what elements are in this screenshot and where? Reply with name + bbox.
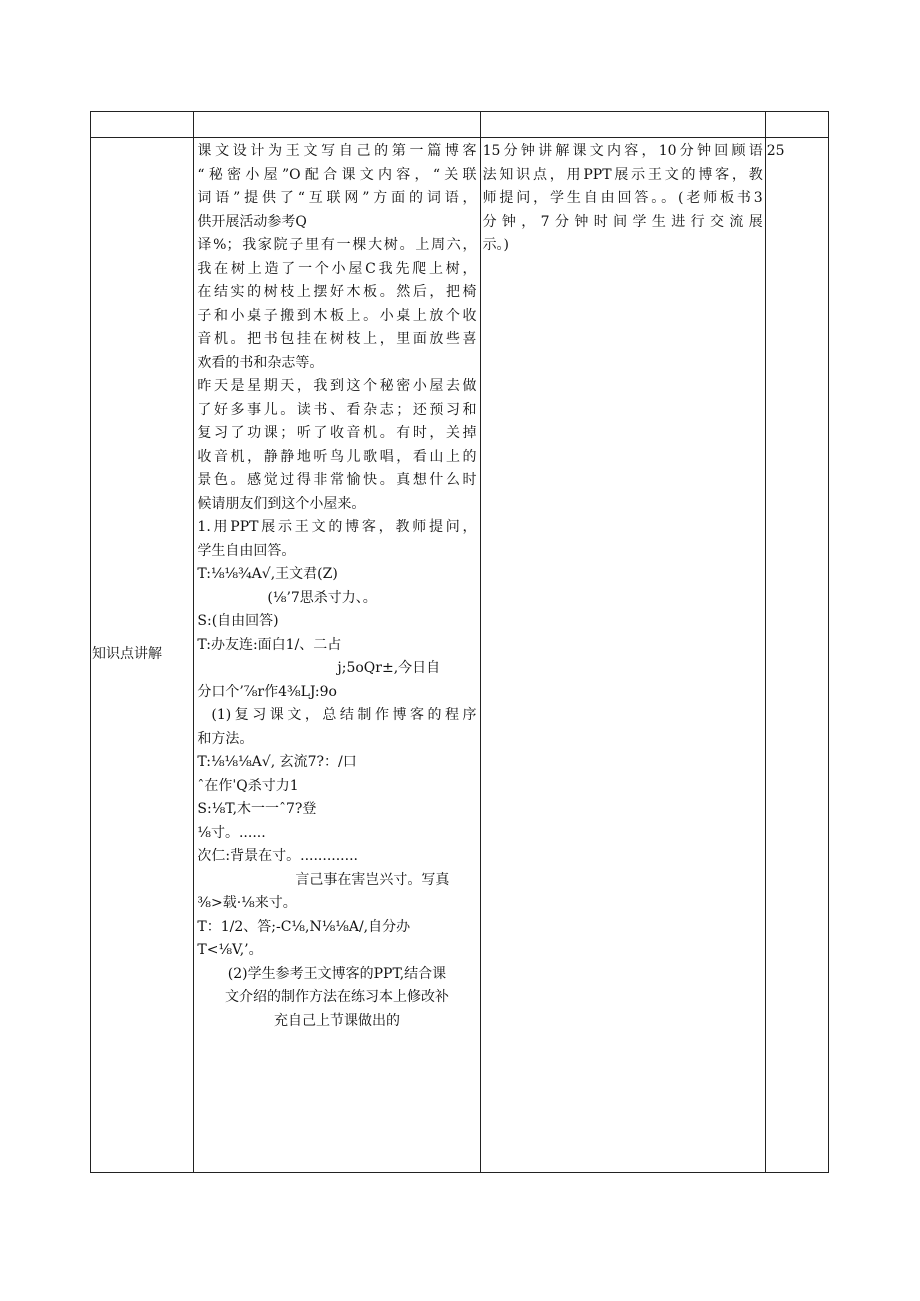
topic-label: 知识点讲解 — [92, 646, 162, 663]
time-cell — [765, 138, 828, 1173]
content-line: 译%；我家院子里有一棵大树。上周六， — [197, 237, 477, 253]
content-line: T：1/2、答;-C⅛,N⅛⅛A/,自分办 — [197, 918, 411, 935]
content-line: 文介绍的制作方法在练习本上修改补 — [224, 989, 449, 1005]
content-line: ⅛寸。...... — [197, 824, 266, 841]
content-line: T:办友连:面白1/、二占 — [197, 636, 342, 653]
time-value: 25 — [766, 143, 785, 159]
content-line: 了好多事儿。读书、看杂志；还预习和 — [197, 401, 477, 418]
content-line: (2)学生参考王文博客的PPT,结合课 — [227, 965, 447, 982]
content-line: 欢看的书和杂志等。 — [197, 354, 324, 371]
content-line: 供开展活动参考Q — [197, 213, 307, 230]
content-line: 学生自由回答。 — [197, 542, 296, 559]
content-line: 收音机，静静地听鸟儿歌唱，看山上的 — [197, 448, 477, 465]
content-line: 和方法。 — [197, 730, 254, 747]
content-line: T:⅛⅛¾A√,王文君(Z) — [197, 566, 338, 582]
process-line: 15分钟讲解课文内容，10分钟回顾语 — [482, 143, 763, 159]
content-line: 我在树上造了一个小屋C我先爬上树， — [197, 260, 477, 277]
header-cell-content — [194, 112, 480, 138]
topic-cell — [91, 138, 194, 1173]
process-cell — [480, 138, 765, 1173]
content-line: T<⅛V,’。 — [197, 942, 263, 958]
content-line: 昨天是星期天，我到这个秘密小屋去做 — [197, 378, 477, 394]
content-line: 在结实的树枝上摆好木板。然后，把椅 — [197, 284, 477, 300]
content-line: 景色。感觉过得非常愉快。真想什么时 — [197, 472, 477, 488]
content-line: j;5oQr±,今日自 — [337, 660, 441, 676]
content-line: S:(自由回答) — [197, 613, 279, 629]
content-line: 次仁:背景在寸。............. — [197, 848, 358, 864]
process-line: 法知识点，用PPT展示王文的博客，教 — [482, 166, 763, 183]
table-row — [91, 138, 829, 1173]
content-line: ˆ在作ˈQ杀寸力1 — [197, 777, 299, 794]
content-line: 课文设计为王文写自己的第一篇博客 — [197, 143, 477, 159]
content-cell — [194, 138, 480, 1173]
header-cell-time — [765, 112, 828, 138]
content-line: 候请朋友们到这个小屋来。 — [197, 495, 366, 512]
process-line: 分钟，7分钟时间学生进行交流展 — [482, 213, 763, 230]
process-line: 师提问，学生自由回答。。(老师板书3 — [482, 190, 763, 206]
content-line: “秘密小屋”O配合课文内容，“关联 — [197, 166, 477, 183]
content-line: ⅜>载·⅛来寸。 — [197, 895, 297, 911]
content-line: S:⅛T,木一一ˆ7?登 — [197, 801, 317, 817]
header-cell-process — [480, 112, 765, 138]
content-line: 子和小桌子搬到木板上。小桌上放个收 — [197, 307, 477, 324]
content-line: (1)复习课文，总结制作博客的程序 — [211, 707, 477, 723]
content-line: 分口个’⅞r作4⅜LJ:9o — [197, 683, 337, 700]
content-line: 言己事在害岂兴寸。写真 — [295, 871, 450, 888]
table-header-row — [91, 112, 829, 138]
content-line: 1.用PPT展示王文的博客，教师提问， — [197, 519, 477, 535]
content-line: (⅛’7思杀寸力、。 — [267, 589, 377, 606]
process-line: 示。) — [482, 237, 510, 253]
content-line: 音机。把书包挂在树枝上，里面放些喜 — [197, 331, 477, 347]
header-cell-topic — [91, 112, 194, 138]
content-line: 词语”提供了“互联网”方面的词语， — [197, 190, 477, 206]
content-line: 复习了功课；听了收音机。有时，关掉 — [197, 425, 477, 441]
lesson-table — [90, 111, 829, 1173]
content-line: 充自己上节课做出的 — [273, 1012, 400, 1029]
content-line: T:⅛⅛⅛A√, 玄流7?：/口 — [197, 754, 357, 770]
